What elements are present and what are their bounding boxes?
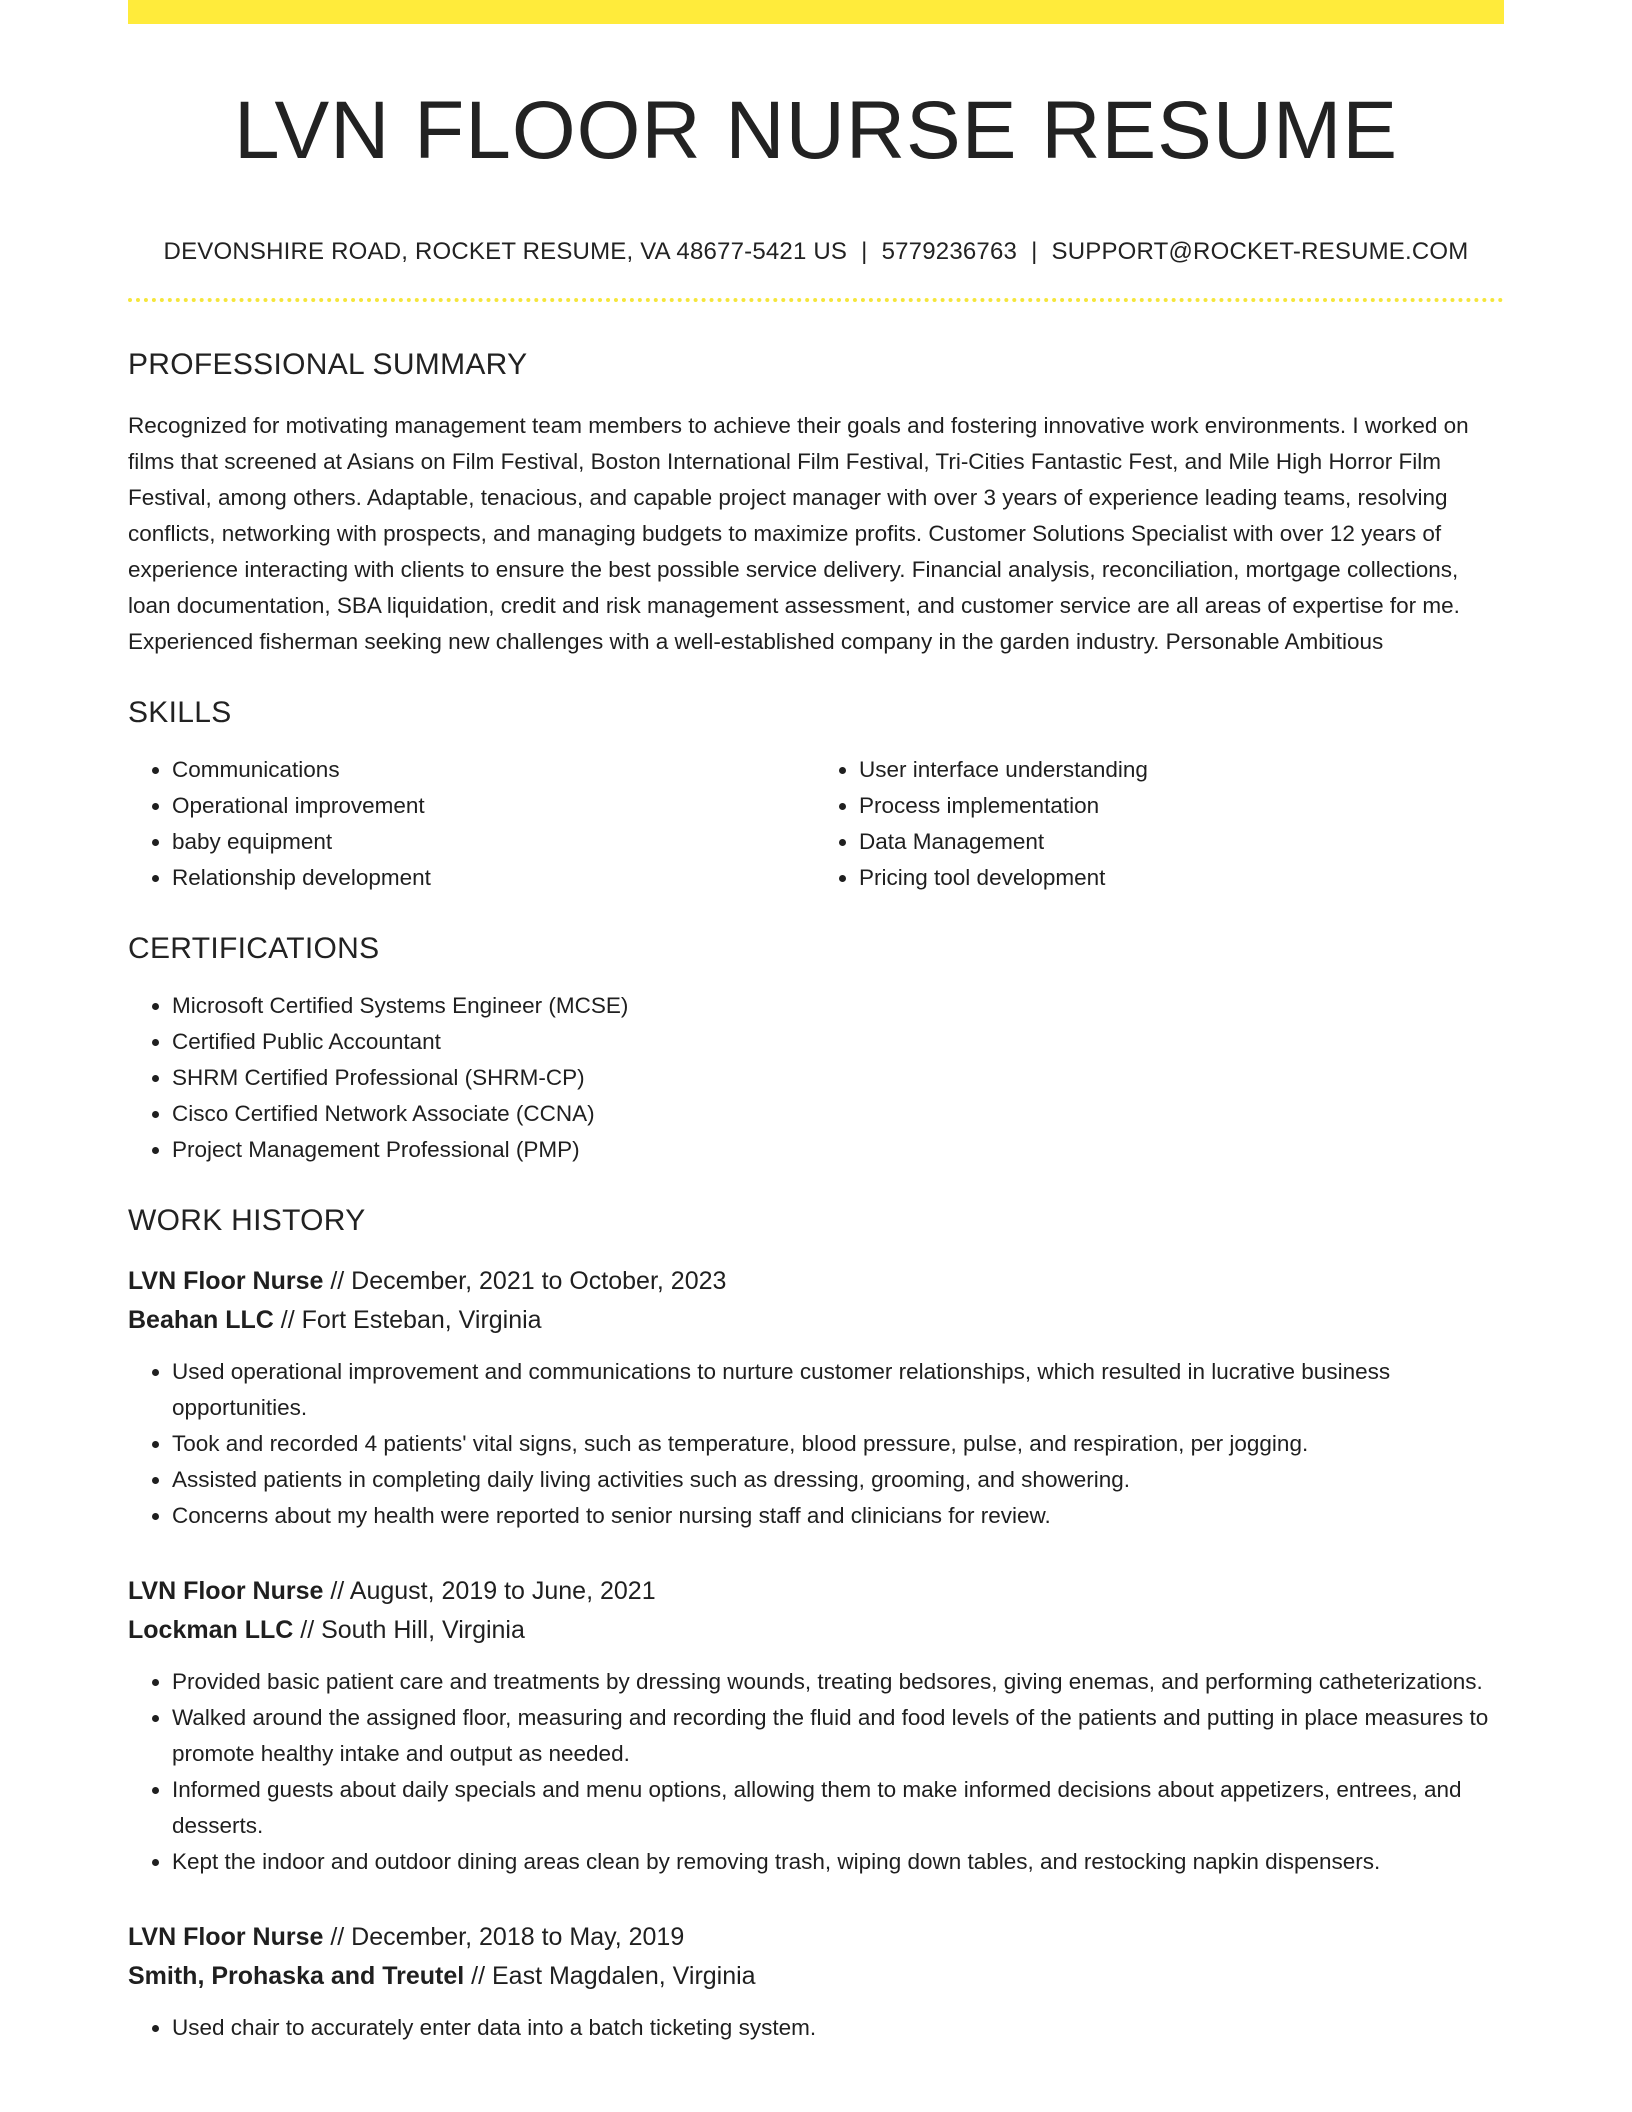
job-dates: // December, 2021 to October, 2023 [323, 1267, 727, 1296]
job-location: // Fort Esteban, Virginia [273, 1306, 542, 1335]
certification-item: • Project Management Professional (PMP) [172, 1132, 1504, 1168]
job-bullets [128, 1354, 1504, 1534]
skill-item: • baby equipment [172, 824, 817, 860]
skill-item: • Relationship development [172, 860, 817, 896]
skills-section [128, 696, 1504, 896]
section-title-work-history: WORK HISTORY [128, 1204, 366, 1238]
job-entry [128, 1262, 1504, 1534]
job-company-line [128, 1301, 1504, 1340]
contact-separator: | [1031, 238, 1038, 266]
skill-item: • Communications [172, 752, 817, 788]
job-entry [128, 1918, 1504, 2046]
job-company: Beahan LLC [128, 1306, 274, 1335]
job-bullet: • Kept the indoor and outdoor dining areas clean by removing trash, wiping down tables, and restocking napkin dispensers. [172, 1844, 1504, 1880]
job-bullet: • Used operational improvement and communications to nurture customer relationships, which resulted in lucrative business opportunities. [172, 1354, 1504, 1426]
job-location: // East Magdalen, Virginia [464, 1962, 756, 1991]
skill-item: • Data Management [859, 824, 1504, 860]
skill-item: • Pricing tool development [859, 860, 1504, 896]
job-bullet: • Walked around the assigned floor, measuring and recording the fluid and food levels of the patients and putting in place measures to promote healthy intake and output as needed. [172, 1700, 1504, 1772]
job-bullet: • Used chair to accurately enter data into a batch ticketing system. [172, 2010, 1504, 2046]
contact-separator: | [861, 238, 868, 266]
resume-page [128, 0, 1504, 2046]
email[interactable]: SUPPORT@ROCKET-RESUME.COM [1051, 238, 1469, 266]
job-role-line [128, 1918, 1504, 1957]
job-bullet: • Provided basic patient care and treatments by dressing wounds, treating bedsores, giving enemas, and performing catheterizations. [172, 1664, 1504, 1700]
job-role: LVN Floor Nurse [128, 1267, 324, 1296]
job-bullet: • Assisted patients in completing daily living activities such as dressing, grooming, and showering. [172, 1462, 1504, 1498]
dotted-divider [128, 298, 1504, 302]
job-bullet: • Concerns about my health were reported to senior nursing staff and clinicians for review. [172, 1498, 1504, 1534]
certification-item: • Microsoft Certified Systems Engineer (MCSE) [172, 988, 1504, 1024]
job-role-line [128, 1572, 1504, 1611]
certifications-list [128, 988, 1504, 1168]
certification-item: • Certified Public Accountant [172, 1024, 1504, 1060]
section-title-skills: SKILLS [128, 696, 232, 730]
job-bullets [128, 1664, 1504, 1880]
contact-line [128, 238, 1504, 266]
job-location: // South Hill, Virginia [293, 1616, 525, 1645]
job-role: LVN Floor Nurse [128, 1923, 324, 1952]
section-title-certifications: CERTIFICATIONS [128, 932, 380, 966]
job-bullet: • Informed guests about daily specials and menu options, allowing them to make informed decisions about appetizers, entrees, and desserts. [172, 1772, 1504, 1844]
phone: 5779236763 [881, 238, 1018, 266]
job-company-line [128, 1611, 1504, 1650]
job-bullets [128, 2010, 1504, 2046]
certification-item: • Cisco Certified Network Associate (CCNA) [172, 1096, 1504, 1132]
job-company-line [128, 1957, 1504, 1996]
skill-item: • User interface understanding [859, 752, 1504, 788]
skills-grid [128, 730, 1504, 896]
job-role-line [128, 1262, 1504, 1301]
summary-section [128, 348, 1504, 660]
job-role: LVN Floor Nurse [128, 1577, 324, 1606]
certifications-section [128, 932, 1504, 1168]
skills-list-right [815, 752, 1504, 896]
skills-list-left [128, 752, 817, 896]
top-accent-bar [128, 0, 1504, 24]
resume-title: LVN FLOOR NURSE RESUME [233, 85, 1399, 176]
job-bullet: • Took and recorded 4 patients' vital signs, such as temperature, blood pressure, pulse, and respiration, per jogging. [172, 1426, 1504, 1462]
address: DEVONSHIRE ROAD, ROCKET RESUME, VA 48677-5421 US [163, 238, 848, 266]
job-company: Lockman LLC [128, 1616, 294, 1645]
section-title-summary: PROFESSIONAL SUMMARY [128, 348, 528, 382]
skill-item: • Process implementation [859, 788, 1504, 824]
summary-text: Recognized for motivating management team members to achieve their goals and fostering innovative work environments. I worked on films that screened at Asians on Film Festival, Boston International Film Festival, Tri-Cities Fantastic Fest, and Mile High Horror Film Festival, among others. Adaptable, tenacious, and capable project manager with over 3 years of experience leading teams, resolving conflicts, networking with prospects, and managing budgets to maximize profits. Customer Solutions Specialist with over 12 years of experience interacting with clients to ensure the best possible service delivery. Financial analysis, reconciliation, mortgage collections, loan documentation, SBA liquidation, credit and risk management assessment, and customer service are all areas of expertise for me. Experienced fisherman seeking new challenges with a well-established company in the garden industry. Personable Ambitious [128, 413, 1469, 655]
skill-item: • Operational improvement [172, 788, 817, 824]
work-history-section [128, 1204, 1504, 2046]
job-dates: // August, 2019 to June, 2021 [323, 1577, 656, 1606]
job-dates: // December, 2018 to May, 2019 [323, 1923, 685, 1952]
certification-item: • SHRM Certified Professional (SHRM-CP) [172, 1060, 1504, 1096]
job-entry [128, 1572, 1504, 1880]
job-company: Smith, Prohaska and Treutel [128, 1962, 465, 1991]
